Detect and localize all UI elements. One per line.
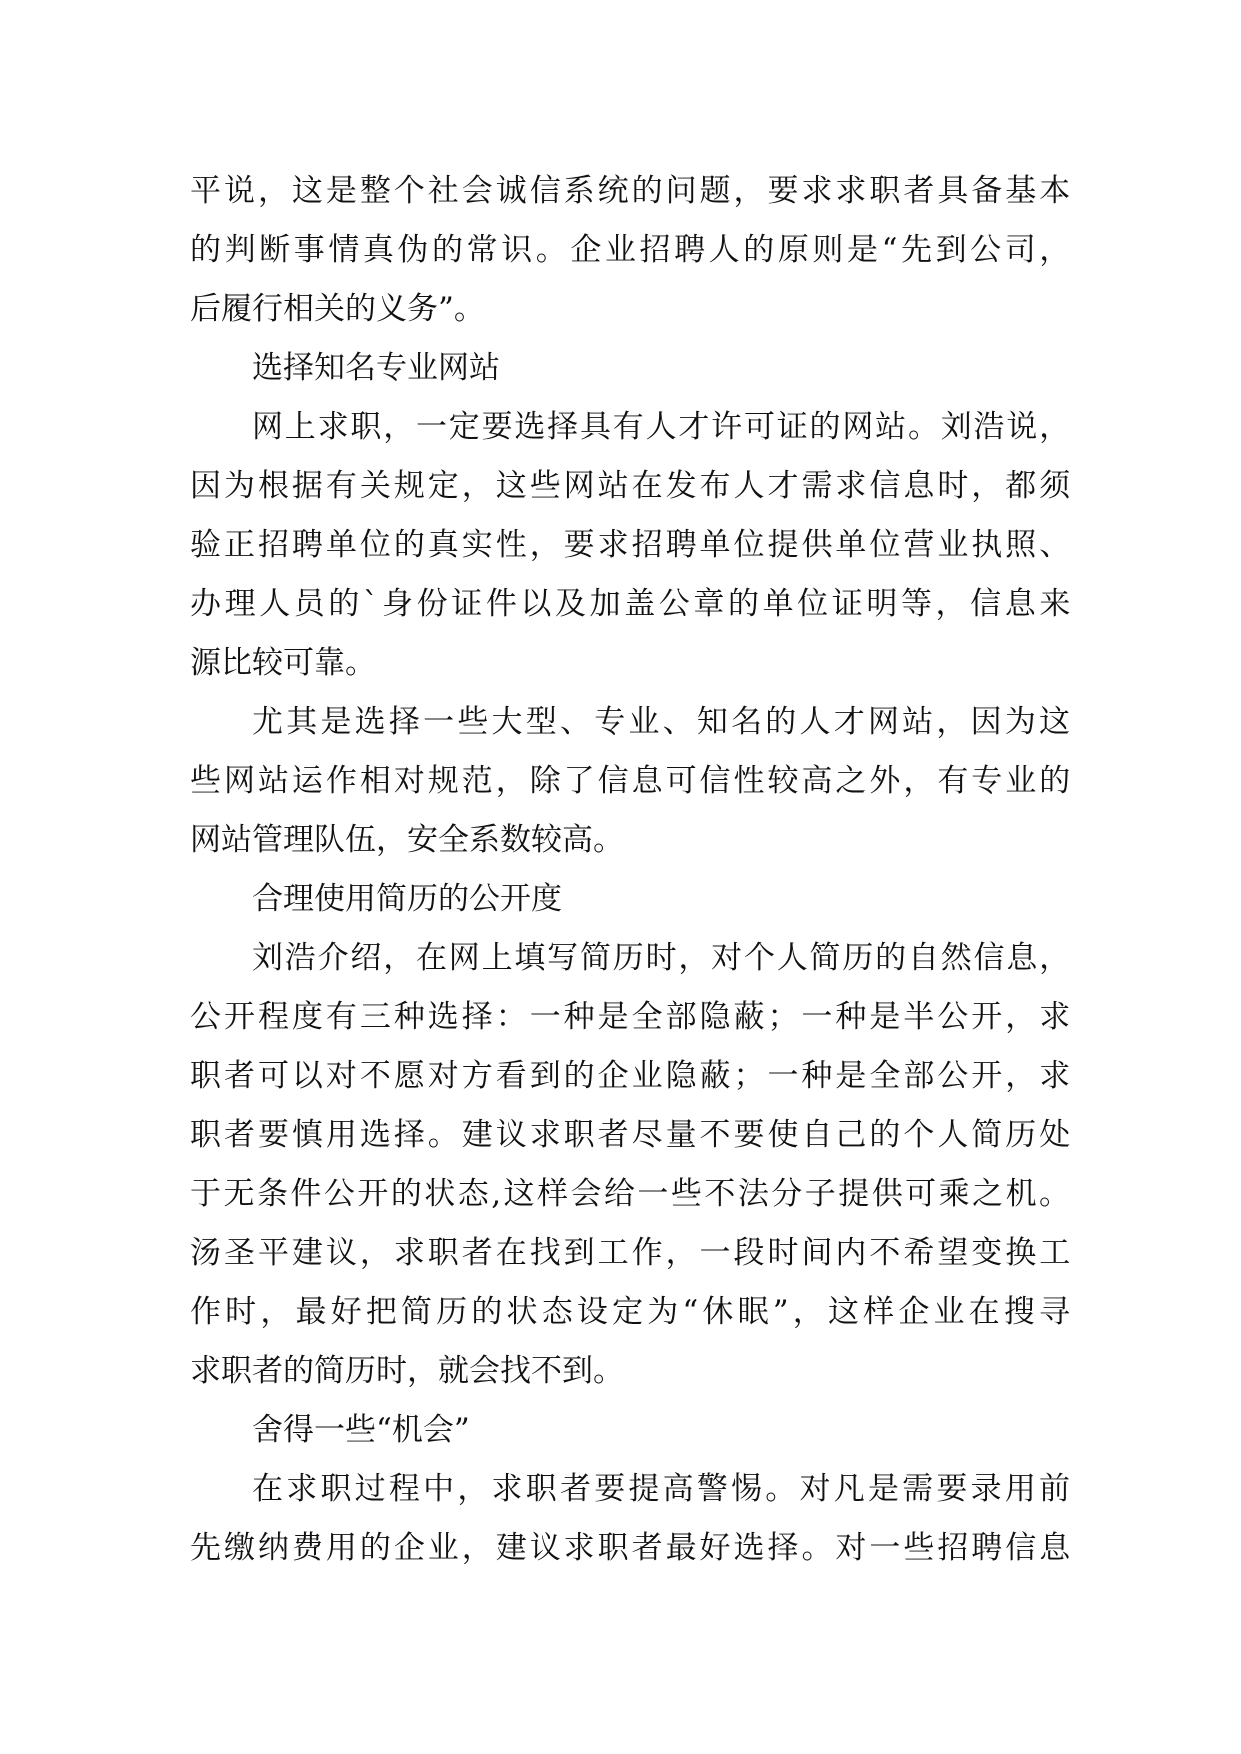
section-heading: 舍得一些“机会”	[252, 1412, 470, 1448]
text-line: 职者可以对不愿对方看到的企业隐蔽；一种是全部公开，求	[190, 1058, 1071, 1094]
text-line: 于无条件公开的状态,这样会给一些不法分子提供可乘之机。	[190, 1176, 1071, 1212]
text-line: 网站管理队伍，安全系数较高。	[190, 822, 624, 858]
text-line: 些网站运作相对规范，除了信息可信性较高之外，有专业的	[190, 763, 1071, 799]
text-line: 验正招聘单位的真实性，要求招聘单位提供单位营业执照、	[190, 527, 1071, 563]
text-line: 平说，这是整个社会诚信系统的问题，要求求职者具备基本	[190, 173, 1071, 209]
text-line: 求职者的简历时，就会找不到。	[190, 1353, 624, 1389]
text-line: 先缴纳费用的企业，建议求职者最好选择。对一些招聘信息	[190, 1530, 1071, 1566]
text-line: 因为根据有关规定，这些网站在发布人才需求信息时，都须	[190, 468, 1071, 504]
text-line: 的判断事情真伪的常识。企业招聘人的原则是“先到公司，	[190, 232, 1071, 268]
text-line: 办理人员的`身份证件以及加盖公章的单位证明等，信息来	[190, 586, 1071, 622]
text-line: 尤其是选择一些大型、专业、知名的人才网站，因为这	[252, 704, 1071, 740]
text-line: 公开程度有三种选择：一种是全部隐蔽；一种是半公开，求	[190, 999, 1071, 1035]
section-heading: 选择知名专业网站	[252, 350, 500, 386]
text-line: 源比较可靠。	[190, 645, 376, 681]
text-line: 职者要慎用选择。建议求职者尽量不要使自己的个人简历处	[190, 1117, 1071, 1153]
text-line: 作时，最好把简历的状态设定为“休眠”，这样企业在搜寻	[190, 1294, 1071, 1330]
text-line: 在求职过程中，求职者要提高警惕。对凡是需要录用前	[252, 1471, 1071, 1507]
text-line: 汤圣平建议，求职者在找到工作，一段时间内不希望变换工	[190, 1235, 1071, 1271]
text-line: 网上求职，一定要选择具有人才许可证的网站。刘浩说，	[252, 409, 1071, 445]
text-line: 后履行相关的义务”。	[190, 291, 485, 327]
text-line: 刘浩介绍，在网上填写简历时，对个人简历的自然信息，	[252, 940, 1071, 976]
section-heading: 合理使用简历的公开度	[252, 881, 562, 917]
document-body	[190, 162, 1070, 1578]
